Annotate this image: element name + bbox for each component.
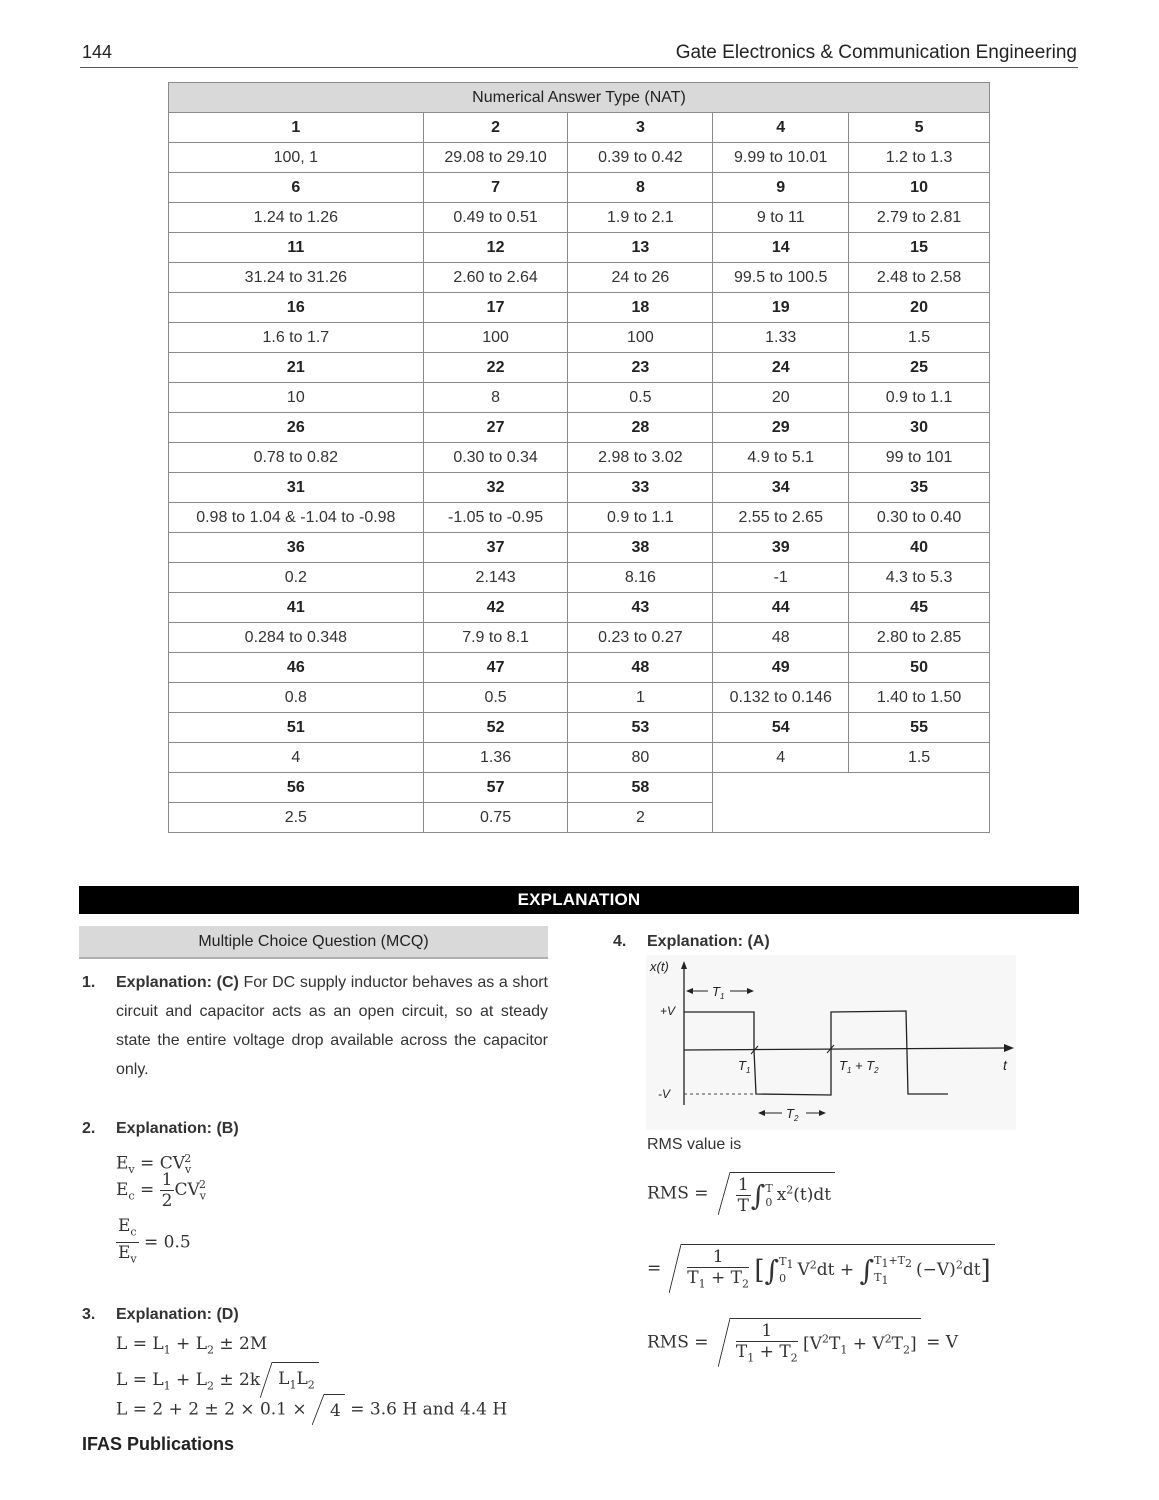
y-axis-label: x(t)	[650, 959, 669, 974]
nat-answer-table	[168, 82, 990, 833]
question-number-cell: 48	[568, 653, 713, 683]
question-number: 4.	[613, 933, 627, 950]
answer-cell: 9 to 11	[713, 203, 849, 233]
question-number-cell: 10	[849, 173, 990, 203]
answer-cell: 1.9 to 2.1	[568, 203, 713, 233]
plus-v-label: +V	[660, 1004, 676, 1018]
explanation-item-2	[82, 1114, 548, 1266]
question-number-cell: 43	[568, 593, 713, 623]
table-row-question-numbers	[169, 353, 990, 383]
answer-cell: 0.9 to 1.1	[849, 383, 990, 413]
answer-cell: 100, 1	[169, 143, 424, 173]
t1-span-label: $T_1$	[712, 984, 725, 1001]
answer-cell: 0.9 to 1.1	[568, 503, 713, 533]
answer-cell: 0.132 to 0.146	[713, 683, 849, 713]
answer-cell: 0.78 to 0.82	[169, 443, 424, 473]
question-number-cell: 29	[713, 413, 849, 443]
answer-cell: 1.36	[423, 743, 568, 773]
question-number-cell: 33	[568, 473, 713, 503]
answer-cell: 31.24 to 31.26	[169, 263, 424, 293]
table-row-question-numbers	[169, 713, 990, 743]
table-row-answers	[169, 683, 990, 713]
publisher-footer: IFAS Publications	[82, 1434, 235, 1454]
question-number-cell: 15	[849, 233, 990, 263]
answer-cell: 48	[713, 623, 849, 653]
explanation-label: Explanation: (A)	[647, 933, 770, 950]
answer-cell: 0.98 to 1.04 & -1.04 to -0.98	[169, 503, 424, 533]
answer-cell: 2.5	[169, 803, 424, 833]
question-number-cell: 1	[169, 113, 424, 143]
answer-cell: 2.48 to 2.58	[849, 263, 990, 293]
question-number-cell: 17	[423, 293, 568, 323]
question-number-cell: 41	[169, 593, 424, 623]
question-number-cell: 57	[423, 773, 568, 803]
answer-cell: 2.55 to 2.65	[713, 503, 849, 533]
answer-cell: 8.16	[568, 563, 713, 593]
answer-cell: 0.30 to 0.34	[423, 443, 568, 473]
answer-cell: 9.99 to 10.01	[713, 143, 849, 173]
table-row-question-numbers	[169, 773, 990, 803]
explanation-label: Explanation: (B)	[116, 1120, 239, 1137]
answer-cell: 2.60 to 2.64	[423, 263, 568, 293]
explanation-item-4	[613, 927, 1033, 956]
question-number-cell: 27	[423, 413, 568, 443]
table-row-question-numbers	[169, 473, 990, 503]
question-number-cell: 36	[169, 533, 424, 563]
table-row-answers	[169, 563, 990, 593]
question-number-cell: 4	[713, 113, 849, 143]
table-row-question-numbers	[169, 113, 990, 143]
question-number-cell: 52	[423, 713, 568, 743]
question-number-cell: 51	[169, 713, 424, 743]
answer-cell: 0.284 to 0.348	[169, 623, 424, 653]
answer-cell: 4.9 to 5.1	[713, 443, 849, 473]
question-number-cell: 11	[169, 233, 424, 263]
question-number-cell: 38	[568, 533, 713, 563]
answer-cell: 1.6 to 1.7	[169, 323, 424, 353]
question-number: 2.	[82, 1120, 96, 1137]
explanation-label: Explanation: (C)	[116, 974, 239, 991]
question-number-cell: 42	[423, 593, 568, 623]
answer-cell: 1	[568, 683, 713, 713]
answer-cell: 1.24 to 1.26	[169, 203, 424, 233]
question-number-cell: 18	[568, 293, 713, 323]
answer-cell: 4	[713, 743, 849, 773]
rms-result-equation: RMS = $\frac{1}{T_1 + T_2}$ $[V^2T_1 + V^2T_2] = V$	[647, 1318, 958, 1368]
question-number-cell: 58	[568, 773, 713, 803]
table-row-answers	[169, 503, 990, 533]
rms-definition-equation: RMS = $\frac{1}{T}$ ∫ T 0 $x^2(t)dt$	[647, 1172, 835, 1216]
t1-plus-t2-marker-label: $T_1 + T_2$	[839, 1058, 879, 1075]
table-row-question-numbers	[169, 533, 990, 563]
answer-cell: -1	[713, 563, 849, 593]
question-number-cell: 35	[849, 473, 990, 503]
table-row-answers	[169, 443, 990, 473]
question-number-cell: 46	[169, 653, 424, 683]
answer-cell: 0.8	[169, 683, 424, 713]
answer-cell: 0.2	[169, 563, 424, 593]
question-number-cell: 28	[568, 413, 713, 443]
question-number-cell: 45	[849, 593, 990, 623]
answer-cell: 99.5 to 100.5	[713, 263, 849, 293]
question-number-cell: 54	[713, 713, 849, 743]
table-row-question-numbers	[169, 293, 990, 323]
explanation-banner: EXPLANATION	[79, 886, 1079, 914]
question-number-cell: 16	[169, 293, 424, 323]
question-number-cell: 37	[423, 533, 568, 563]
answer-cell: 4.3 to 5.3	[849, 563, 990, 593]
question-number-cell: 56	[169, 773, 424, 803]
question-number-cell: 40	[849, 533, 990, 563]
answer-cell: 99 to 101	[849, 443, 990, 473]
question-number: 3.	[82, 1306, 96, 1323]
answer-cell: 1.5	[849, 323, 990, 353]
question-number-cell: 3	[568, 113, 713, 143]
question-number-cell: 32	[423, 473, 568, 503]
answer-cell: 1.40 to 1.50	[849, 683, 990, 713]
question-number-cell: 6	[169, 173, 424, 203]
table-row-question-numbers	[169, 173, 990, 203]
table-row-answers	[169, 203, 990, 233]
question-number-cell: 13	[568, 233, 713, 263]
question-number-cell: 22	[423, 353, 568, 383]
answer-cell: 80	[568, 743, 713, 773]
explanation-item-3	[82, 1300, 548, 1421]
question-number-cell: 12	[423, 233, 568, 263]
question-number-cell: 26	[169, 413, 424, 443]
empty-cell	[713, 773, 990, 833]
answer-cell: 0.23 to 0.27	[568, 623, 713, 653]
answer-cell: 0.30 to 0.40	[849, 503, 990, 533]
table-row-answers	[169, 143, 990, 173]
question-number-cell: 49	[713, 653, 849, 683]
answer-cell: 0.75	[423, 803, 568, 833]
book-title: Gate Electronics & Communication Engineering	[675, 42, 1077, 63]
question-number-cell: 24	[713, 353, 849, 383]
question-number-cell: 25	[849, 353, 990, 383]
explanation-item-1	[82, 968, 549, 1078]
question-number-cell: 34	[713, 473, 849, 503]
answer-cell: 24 to 26	[568, 263, 713, 293]
question-number-cell: 31	[169, 473, 424, 503]
question-number-cell: 20	[849, 293, 990, 323]
answer-cell: 4	[169, 743, 424, 773]
answer-cell: 100	[423, 323, 568, 353]
answer-cell: 10	[169, 383, 424, 413]
explanation-label: Explanation: (D)	[116, 1306, 239, 1323]
table-row-question-numbers	[169, 653, 990, 683]
question-number-cell: 30	[849, 413, 990, 443]
answer-cell: 2.143	[423, 563, 568, 593]
answer-cell: 2.79 to 2.81	[849, 203, 990, 233]
page-number: 144	[82, 42, 113, 62]
rms-intro-text: RMS value is	[647, 1136, 742, 1153]
table-row-question-numbers	[169, 413, 990, 443]
answer-cell: 0.5	[568, 383, 713, 413]
question-number-cell: 8	[568, 173, 713, 203]
answer-cell: 0.49 to 0.51	[423, 203, 568, 233]
question-number-cell: 23	[568, 353, 713, 383]
answer-cell: 2.80 to 2.85	[849, 623, 990, 653]
header-divider	[80, 67, 1078, 68]
question-number-cell: 7	[423, 173, 568, 203]
t2-span-label: $T_2$	[786, 1106, 799, 1123]
table-row-answers	[169, 743, 990, 773]
answer-cell: 100	[568, 323, 713, 353]
equation-l-mutual: $L = L_1 + L_2 \pm 2M$	[116, 1334, 268, 1357]
table-row-answers	[169, 623, 990, 653]
answer-cell: 7.9 to 8.1	[423, 623, 568, 653]
question-number-cell: 21	[169, 353, 424, 383]
answer-cell: 2	[568, 803, 713, 833]
question-number-cell: 5	[849, 113, 990, 143]
answer-cell: 20	[713, 383, 849, 413]
question-number-cell: 53	[568, 713, 713, 743]
question-number-cell: 14	[713, 233, 849, 263]
question-number-cell: 2	[423, 113, 568, 143]
question-number-cell: 9	[713, 173, 849, 203]
table-caption: Numerical Answer Type (NAT)	[169, 83, 990, 113]
explanation-text: For DC supply inductor behaves as a short circuit and capacitor acts as an open circuit, so at steady state the entire voltage drop available across the capacitor only.	[116, 974, 549, 1078]
answer-cell: 0.39 to 0.42	[568, 143, 713, 173]
question-number-cell: 55	[849, 713, 990, 743]
question-number-cell: 50	[849, 653, 990, 683]
answer-cell: 29.08 to 29.10	[423, 143, 568, 173]
table-row-question-numbers	[169, 233, 990, 263]
equation-ev: $E_v = CV_v^2$	[116, 1152, 192, 1177]
question-number-cell: 44	[713, 593, 849, 623]
answer-cell: 0.5	[423, 683, 568, 713]
table-row-answers	[169, 263, 990, 293]
question-number-cell: 47	[423, 653, 568, 683]
t1-marker-label: $T_1$	[738, 1058, 751, 1075]
question-number-cell: 19	[713, 293, 849, 323]
question-number: 1.	[82, 974, 96, 991]
mcq-section-header: Multiple Choice Question (MCQ)	[79, 926, 548, 959]
minus-v-label: -V	[658, 1087, 670, 1101]
table-row-answers	[169, 323, 990, 353]
answer-cell: 8	[423, 383, 568, 413]
answer-cell: 1.33	[713, 323, 849, 353]
equation-l-result: L = 2 + 2 ± 2 × 0.1 × 4 = 3.6 H and 4.4 H	[116, 1394, 507, 1426]
equation-ratio: $\frac{E_c}{E_v}$ = 0.5	[117, 1216, 191, 1266]
table-row-answers	[169, 383, 990, 413]
question-number-cell: 39	[713, 533, 849, 563]
answer-cell: 2.98 to 3.02	[568, 443, 713, 473]
answer-cell: 1.2 to 1.3	[849, 143, 990, 173]
equation-ec: $E_c$ = $\frac{1}{2}$ $CV_v^2$	[116, 1170, 206, 1211]
answer-cell: 1.5	[849, 743, 990, 773]
answer-cell: -1.05 to -0.95	[423, 503, 568, 533]
square-wave-diagram	[646, 955, 1016, 1130]
table-row-question-numbers	[169, 593, 990, 623]
x-axis-label: t	[1003, 1057, 1007, 1073]
equation-l-coupling: $L = L_1 + L_2 \pm 2k$ $L_1L_2$	[116, 1362, 319, 1401]
rms-integral-equation: = $\frac{1}{T_1 + T_2}$ [∫ $T_1$ 0 $V^2dt$ + ∫ $T_1+T_2$ $T_1$ $(-V)^2dt$]	[647, 1244, 995, 1294]
